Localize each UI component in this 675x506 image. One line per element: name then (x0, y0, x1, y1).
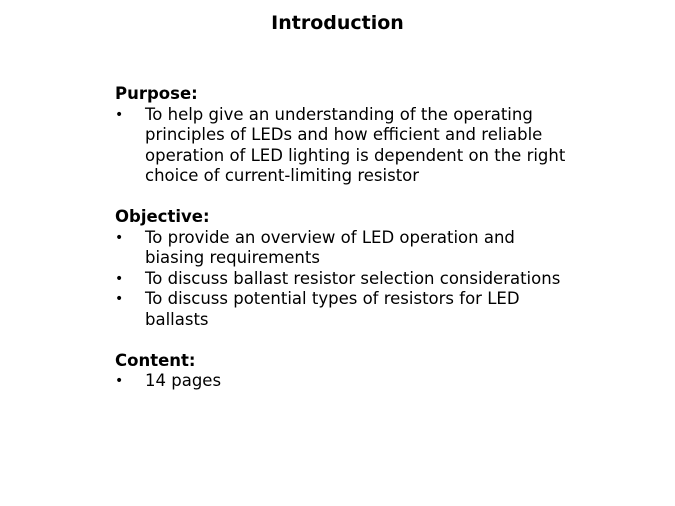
purpose-section (115, 84, 570, 187)
list-item-text: To help give an understanding of the operating principles of LEDs and how efficient and reliable operation of LED lighting is dependent on the right choice of current-limiting resistor (145, 104, 566, 185)
objective-heading: Objective: (115, 207, 210, 226)
content-list (115, 371, 570, 392)
bullet-icon: • (115, 270, 124, 287)
objective-section (115, 207, 570, 330)
list-item (115, 371, 570, 392)
bullet-icon: • (115, 291, 124, 307)
page-title: Introduction (271, 12, 404, 34)
bullet-icon: • (115, 106, 124, 123)
content-heading: Content: (115, 350, 196, 370)
list-item-text: 14 pages (145, 371, 222, 390)
list-item (115, 105, 570, 187)
list-item-text: To discuss potential types of resistors for LED ballasts (145, 289, 520, 329)
slide-body (115, 84, 570, 392)
bullet-icon: • (115, 229, 124, 246)
purpose-heading: Purpose: (115, 84, 198, 103)
list-item-text: To provide an overview of LED operation and biasing requirements (145, 227, 515, 267)
list-item-text: To discuss ballast resistor selection considerations (145, 268, 561, 288)
list-item (115, 289, 570, 330)
purpose-list (115, 105, 570, 187)
content-section (115, 351, 570, 392)
list-item (115, 228, 570, 269)
bullet-icon: • (115, 373, 124, 389)
objective-list (115, 228, 570, 331)
list-item (115, 269, 570, 290)
